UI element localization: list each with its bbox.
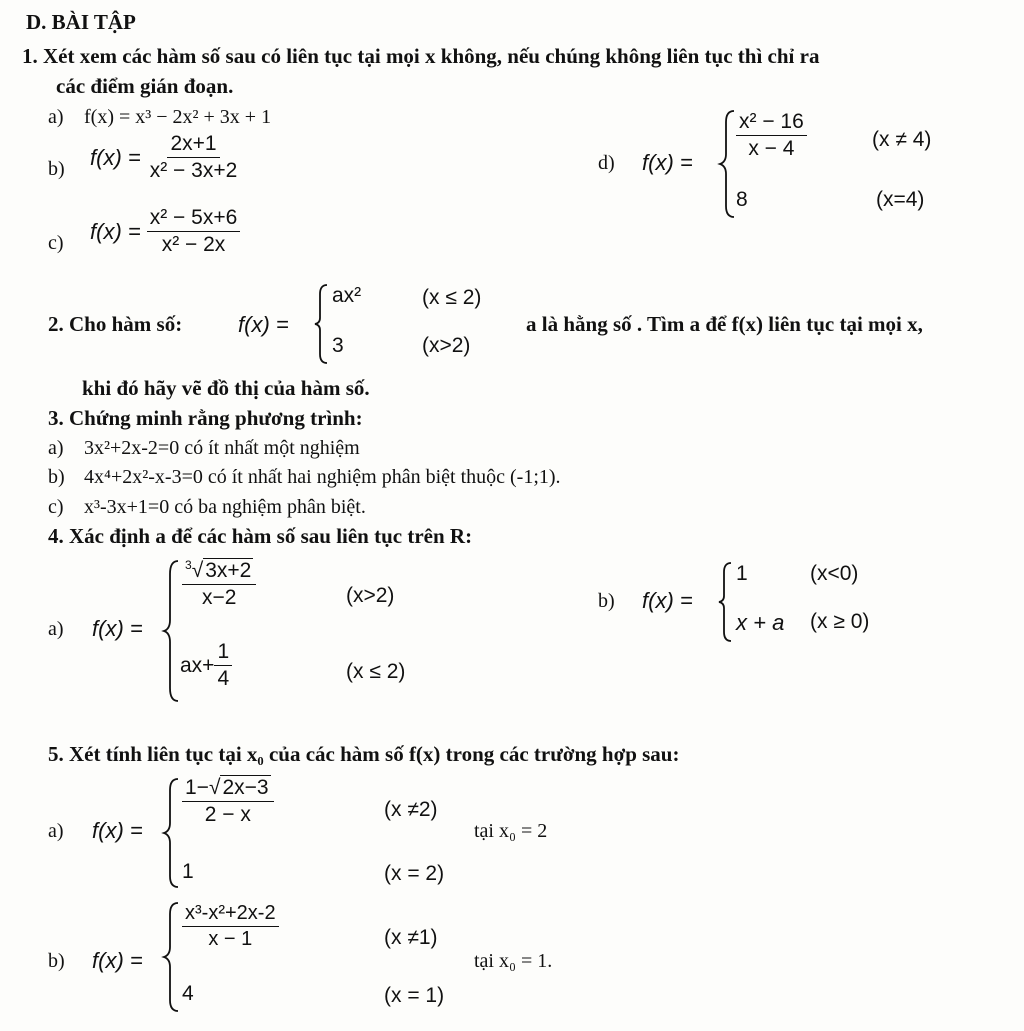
p1-d-case1-condition: (x ≠ 4)	[872, 128, 932, 151]
problem-5-heading: 5. Xét tính liên tục tại x₀ của các hàm số f(x) trong các trường hợp sau:	[48, 742, 680, 766]
p2-case2-value: 3	[332, 334, 344, 357]
p5-a-case1-condition: (x ≠2)	[384, 798, 438, 821]
p5-b-fraction	[182, 902, 279, 951]
p5-b-case2-value: 4	[182, 982, 194, 1005]
p4-a-case2-expression	[180, 640, 232, 691]
p1-c-denominator: x² − 2x	[161, 233, 226, 256]
p4-a-case2-denominator: 4	[217, 667, 230, 690]
p1-b-label: b)	[48, 158, 65, 180]
p4-b-brace	[716, 560, 734, 644]
p4-a-case1-condition: (x>2)	[346, 584, 395, 607]
p5-b-point: tại x₀ = 1.	[474, 950, 553, 972]
p1-d-case2-value: 8	[736, 188, 748, 211]
p2-case1-condition: (x ≤ 2)	[422, 286, 482, 309]
p4-b-case2-condition: (x ≥ 0)	[810, 610, 870, 633]
p3-b-label: b)	[48, 466, 65, 488]
p1-a-expression: f(x) = x³ − 2x² + 3x + 1	[84, 106, 272, 128]
p5-b-denominator: x − 1	[208, 928, 253, 950]
p1-b-denominator: x² − 3x+2	[149, 159, 238, 182]
p4-a-lhs: f(x) =	[92, 616, 143, 641]
p5-b-lhs: f(x) =	[92, 948, 143, 973]
p3-b-text: 4x⁴+2x²-x-3=0 có ít nhất hai nghiệm phân biệt thuộc (-1;1).	[84, 466, 561, 488]
p1-b-formula	[90, 132, 240, 183]
p4-b-case1-condition: (x<0)	[810, 562, 859, 585]
p5-a-numerator: 1−√2x−3	[182, 776, 274, 802]
p5-a-brace	[160, 776, 182, 890]
p5-a-num-radicand: 2x−3	[222, 776, 269, 799]
p1-a-label: a)	[48, 106, 64, 128]
p1-c-lhs: f(x) =	[90, 218, 141, 244]
p4-b-label: b)	[598, 590, 615, 612]
p1-d-case2-condition: (x=4)	[876, 188, 925, 211]
p5-a-lhs: f(x) =	[92, 818, 143, 843]
p1-d-case1-denominator: x − 4	[748, 137, 795, 160]
p2-brace	[312, 282, 330, 366]
p4-a-case2-numerator: 1	[214, 640, 232, 666]
p2-case1-value: ax²	[332, 284, 362, 307]
p2-line2: khi đó hãy vẽ đồ thị của hàm số.	[82, 376, 370, 400]
p5-b-case2-condition: (x = 1)	[384, 984, 445, 1007]
p5-a-denominator: 2 − x	[204, 803, 251, 826]
p1-d-brace	[716, 108, 738, 220]
p2-case2-condition: (x>2)	[422, 334, 471, 357]
p1-c-formula	[90, 206, 240, 257]
p5-b-numerator: x³-x²+2x-2	[182, 902, 279, 927]
p1-d-label: d)	[598, 152, 615, 174]
p4-b-case2-value: x + a	[736, 610, 785, 635]
p4-a-case2-prefix: ax+	[180, 653, 215, 677]
p1-c-label: c)	[48, 232, 64, 254]
p4-a-root-radicand: 3x+2	[205, 559, 252, 582]
p5-b-case1-condition: (x ≠1)	[384, 926, 438, 949]
problem-1-heading-line2: các điểm gián đoạn.	[56, 74, 234, 98]
p5-b-label: b)	[48, 950, 65, 972]
problem-2-label: 2. Cho hàm số:	[48, 312, 183, 336]
p5-a-point: tại x₀ = 2	[474, 820, 548, 842]
p5-a-num-prefix: 1−	[185, 776, 209, 799]
p4-a-brace	[160, 558, 182, 704]
problem-3-heading: 3. Chứng minh rằng phương trình:	[48, 406, 363, 430]
p2-tail-text: a là hằng số . Tìm a để f(x) liên tục tại mọi x,	[526, 312, 923, 336]
p4-a-case1-fraction	[182, 558, 256, 610]
p4-a-case2-condition: (x ≤ 2)	[346, 660, 406, 683]
problem-1-heading-line1: 1. Xét xem các hàm số sau có liên tục tại mọi x không, nếu chúng không liên tục thì chỉ ra	[22, 44, 820, 68]
p4-a-root-index: 3	[185, 558, 192, 572]
p1-b-lhs: f(x) =	[90, 144, 141, 170]
p5-a-case2-condition: (x = 2)	[384, 862, 445, 885]
p4-a-case1-numerator: $^3$√3x+2	[182, 558, 256, 585]
p4-b-case1-value: 1	[736, 562, 748, 585]
p1-c-numerator: x² − 5x+6	[147, 206, 241, 232]
p5-a-case2-value: 1	[182, 860, 194, 883]
p3-a-label: a)	[48, 437, 64, 459]
p4-b-lhs: f(x) =	[642, 588, 693, 613]
p1-d-lhs: f(x) =	[642, 150, 693, 175]
section-title: D. BÀI TẬP	[26, 10, 136, 34]
p5-b-brace	[160, 900, 182, 1014]
problem-4-heading: 4. Xác định a để các hàm số sau liên tục trên R:	[48, 524, 473, 548]
p5-a-label: a)	[48, 820, 64, 842]
p1-d-case1-numerator: x² − 16	[736, 110, 807, 136]
p3-c-label: c)	[48, 496, 64, 518]
p4-a-label: a)	[48, 618, 64, 640]
p3-c-text: x³-3x+1=0 có ba nghiệm phân biệt.	[84, 496, 366, 518]
p1-b-numerator: 2x+1	[167, 132, 219, 158]
p5-a-fraction	[182, 776, 274, 827]
p2-lhs: f(x) =	[238, 312, 289, 337]
p4-a-case1-denominator: x−2	[201, 586, 237, 609]
p1-d-case1-fraction	[736, 110, 807, 161]
p3-a-text: 3x²+2x-2=0 có ít nhất một nghiệm	[84, 437, 360, 459]
